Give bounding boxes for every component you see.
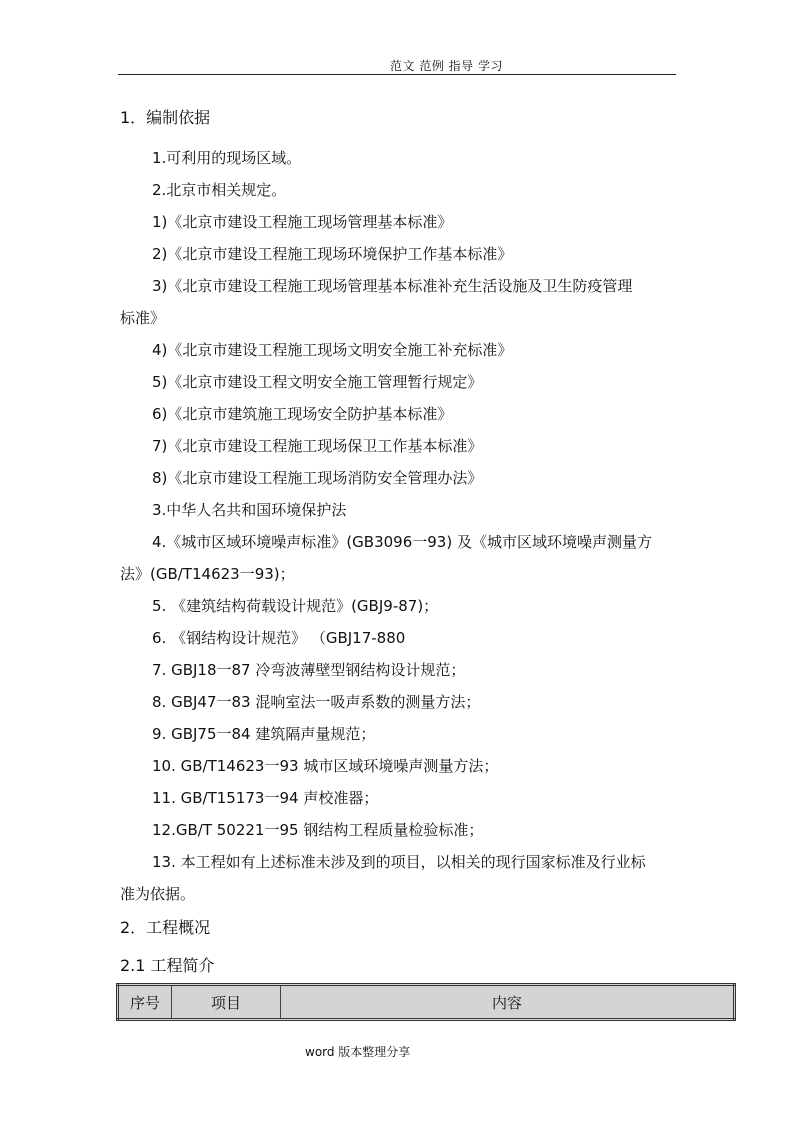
list-item: 2)《北京市建设工程施工现场环境保护工作基本标准》 [152, 245, 513, 263]
list-item: 10. GB/T14623一93 城市区域环境噪声测量方法； [152, 757, 499, 775]
list-item: 2.北京市相关规定。 [152, 181, 287, 199]
list-item: 1.可利用的现场区域。 [152, 149, 302, 167]
list-item: 13. 本工程如有上述标准未涉及到的项目，以相关的现行国家标准及行业标 [152, 853, 646, 871]
list-item: 1)《北京市建设工程施工现场管理基本标准》 [152, 213, 453, 231]
list-item: 5. 《建筑结构荷载设计规范》(GBJ9-87)； [152, 597, 439, 615]
page-footer: word 版本整理分享 [305, 1045, 411, 1059]
list-item: 4)《北京市建设工程施工现场文明安全施工补充标准》 [152, 341, 513, 359]
table-header-row [118, 985, 735, 1020]
list-item-continuation: 法》(GB/T14623一93)； [120, 565, 295, 583]
list-item: 7)《北京市建设工程施工现场保卫工作基本标准》 [152, 437, 483, 455]
list-item: 8. GBJ47一83 混响室法一吸声系数的测量方法； [152, 693, 481, 711]
list-item: 5)《北京市建设工程文明安全施工管理暂行规定》 [152, 373, 483, 391]
list-item: 6. 《钢结构设计规范》 （GBJ17-880 [152, 629, 406, 647]
table-header-cell: 序号 [118, 985, 172, 1020]
project-overview-table [116, 983, 736, 1021]
subsection-heading: 2.1 工程简介 [120, 956, 215, 975]
table-header-cell: 项目 [172, 985, 281, 1020]
list-item: 4.《城市区域环境噪声标准》(GB3096一93) 及《城市区域环境噪声测量方 [152, 533, 652, 551]
list-item: 8)《北京市建设工程施工现场消防安全管理办法》 [152, 469, 483, 487]
list-item-continuation: 标准》 [120, 309, 166, 327]
list-item: 3)《北京市建设工程施工现场管理基本标准补充生活设施及卫生防疫管理 [152, 277, 633, 295]
list-item: 3.中华人名共和国环境保护法 [152, 501, 347, 519]
list-item: 11. GB/T15173一94 声校准器； [152, 789, 379, 807]
header-rule [118, 74, 676, 75]
list-item: 12.GB/T 50221一95 钢结构工程质量检验标准； [152, 821, 484, 839]
table-header-cell: 内容 [281, 985, 735, 1020]
section-heading-1: 1．编制依据 [120, 108, 211, 127]
list-item: 9. GBJ75一84 建筑隔声量规范； [152, 725, 376, 743]
header-text: 范文 范例 指导 学习 [390, 59, 503, 73]
list-item: 6)《北京市建筑施工现场安全防护基本标准》 [152, 405, 453, 423]
section-heading-2: 2．工程概况 [120, 918, 211, 937]
list-item-continuation: 准为依据。 [120, 885, 196, 903]
list-item: 7. GBJ18一87 冷弯波薄壁型钢结构设计规范； [152, 661, 466, 679]
